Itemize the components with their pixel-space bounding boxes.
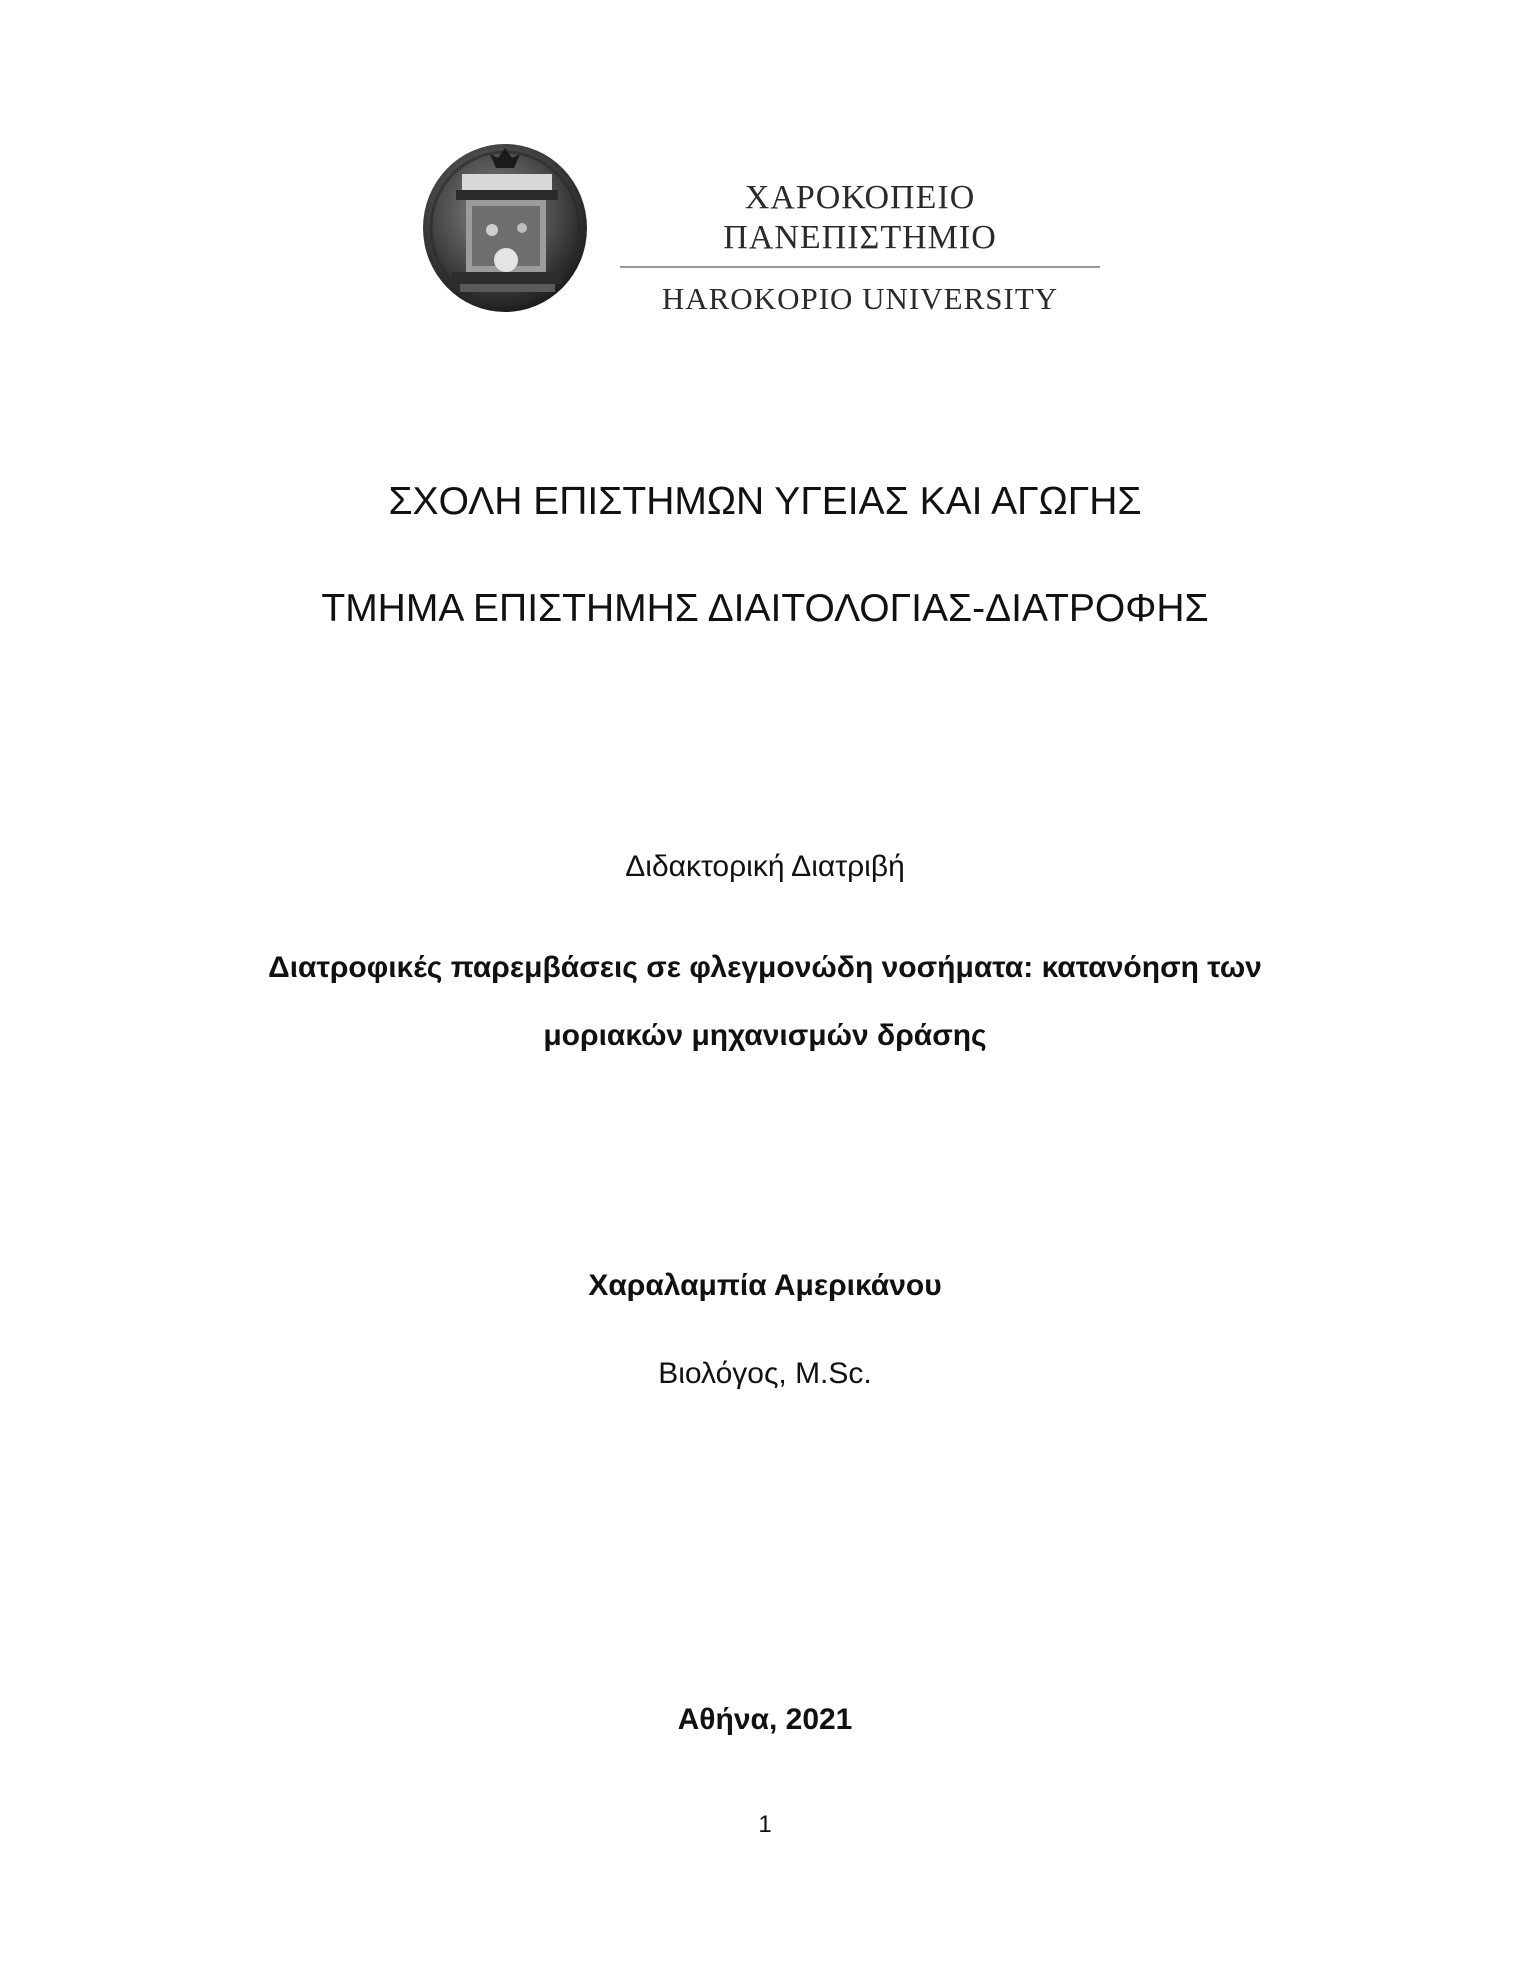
page-number: 1 <box>758 1811 772 1838</box>
department-name: ΤΜΗΜΑ ΕΠΙΣΤΗΜΗΣ ΔΙΑΙΤΟΛΟΓΙΑΣ-ΔΙΑΤΡΟΦΗΣ <box>321 587 1209 630</box>
university-seal-icon <box>420 140 590 315</box>
author-name: Χαραλαμπία Αμερικάνου <box>588 1269 942 1302</box>
thesis-title <box>0 934 1530 1070</box>
divider <box>620 266 1100 268</box>
university-name-greek: ΧΑΡΟΚΟΠΕΙΟ ΠΑΝΕΠΙΣΤΗΜΙΟ <box>723 179 997 256</box>
place-and-year: Αθήνα, 2021 <box>677 1703 853 1736</box>
thesis-title-line-2: μοριακών μηχανισμών δράσης <box>543 1019 987 1052</box>
thesis-title-line-1: Διατροφικές παρεμβάσεις σε φλεγμονώδη νοσήματα: κατανόηση των <box>268 951 1262 984</box>
university-name <box>620 178 1100 318</box>
university-name-english: HAROKOPIO UNIVERSITY <box>661 281 1059 316</box>
document-type: Διδακτορική Διατριβή <box>625 850 905 883</box>
school-name: ΣΧΟΛΗ ΕΠΙΣΤΗΜΩΝ ΥΓΕΙΑΣ ΚΑΙ ΑΓΩΓΗΣ <box>388 480 1142 523</box>
university-logo <box>420 140 1120 325</box>
author-degree: Βιολόγος, M.Sc. <box>658 1357 872 1390</box>
